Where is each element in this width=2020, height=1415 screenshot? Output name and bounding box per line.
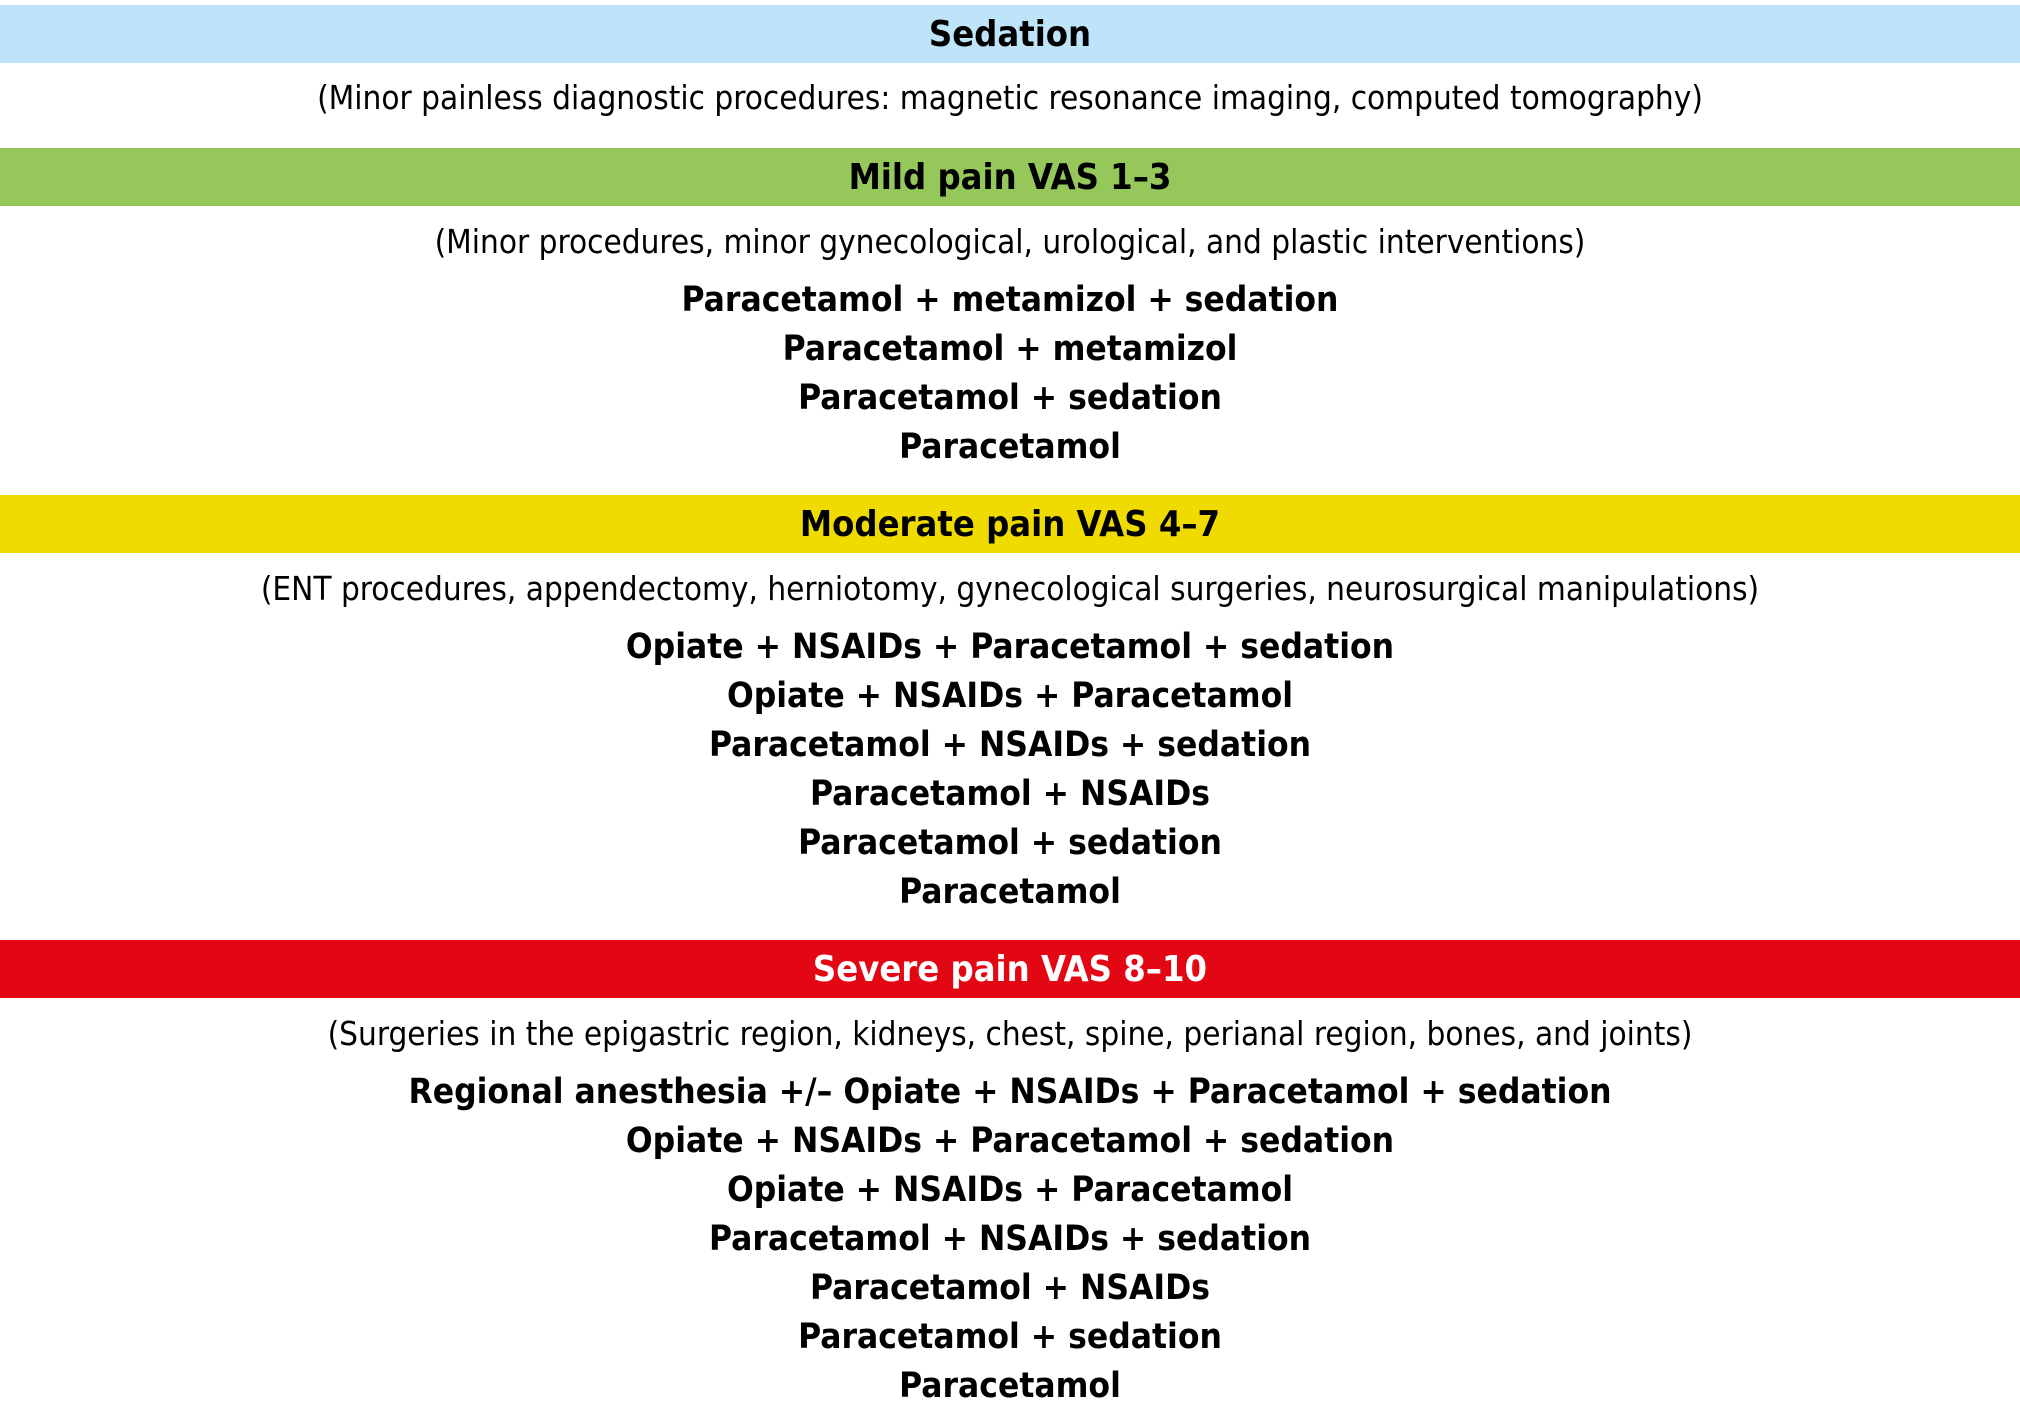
regimen-item: Paracetamol — [899, 872, 1121, 912]
section-description: (Surgeries in the epigastric region, kidneys, chest, spine, perianal region, bones, and joints) — [327, 1014, 1693, 1053]
section-title: Severe pain VAS 8–10 — [812, 948, 1208, 990]
section-title: Sedation — [928, 13, 1092, 55]
regimen-item: Opiate + NSAIDs + Paracetamol + sedation — [625, 627, 1395, 667]
regimen-item: Paracetamol — [899, 1366, 1121, 1406]
section-band-severe — [0, 940, 2020, 998]
regimen-item: Regional anesthesia +/– Opiate + NSAIDs + Paracetamol + sedation — [408, 1072, 1612, 1112]
section-title: Moderate pain VAS 4–7 — [799, 503, 1221, 545]
regimen-item: Paracetamol + NSAIDs + sedation — [708, 725, 1312, 765]
regimen-item: Paracetamol + NSAIDs + sedation — [708, 1219, 1312, 1259]
regimen-item: Paracetamol — [899, 427, 1121, 467]
regimen-item: Paracetamol + metamizol + sedation — [681, 280, 1339, 320]
regimen-item: Opiate + NSAIDs + Paracetamol + sedation — [625, 1121, 1395, 1161]
section-band-moderate — [0, 495, 2020, 553]
section-title: Mild pain VAS 1–3 — [848, 156, 1172, 198]
section-description: (Minor procedures, minor gynecological, urological, and plastic interventions) — [434, 222, 1586, 261]
section-band-mild — [0, 148, 2020, 206]
section-band-sedation — [0, 5, 2020, 63]
regimen-item: Opiate + NSAIDs + Paracetamol — [726, 676, 1294, 716]
regimen-item: Paracetamol + NSAIDs — [809, 774, 1210, 814]
regimen-item: Paracetamol + sedation — [798, 378, 1222, 418]
regimen-item: Paracetamol + metamizol — [782, 329, 1238, 369]
regimen-item: Paracetamol + NSAIDs — [809, 1268, 1210, 1308]
regimen-list-severe — [0, 1068, 2020, 1411]
regimen-list-mild — [0, 276, 2020, 472]
regimen-item: Paracetamol + sedation — [798, 1317, 1222, 1357]
section-description: (Minor painless diagnostic procedures: magnetic resonance imaging, computed tomography) — [317, 78, 1703, 117]
regimen-item: Paracetamol + sedation — [798, 823, 1222, 863]
regimen-item: Opiate + NSAIDs + Paracetamol — [726, 1170, 1294, 1210]
regimen-list-moderate — [0, 623, 2020, 917]
section-description: (ENT procedures, appendectomy, herniotomy, gynecological surgeries, neurosurgical manipulations) — [260, 569, 1760, 608]
